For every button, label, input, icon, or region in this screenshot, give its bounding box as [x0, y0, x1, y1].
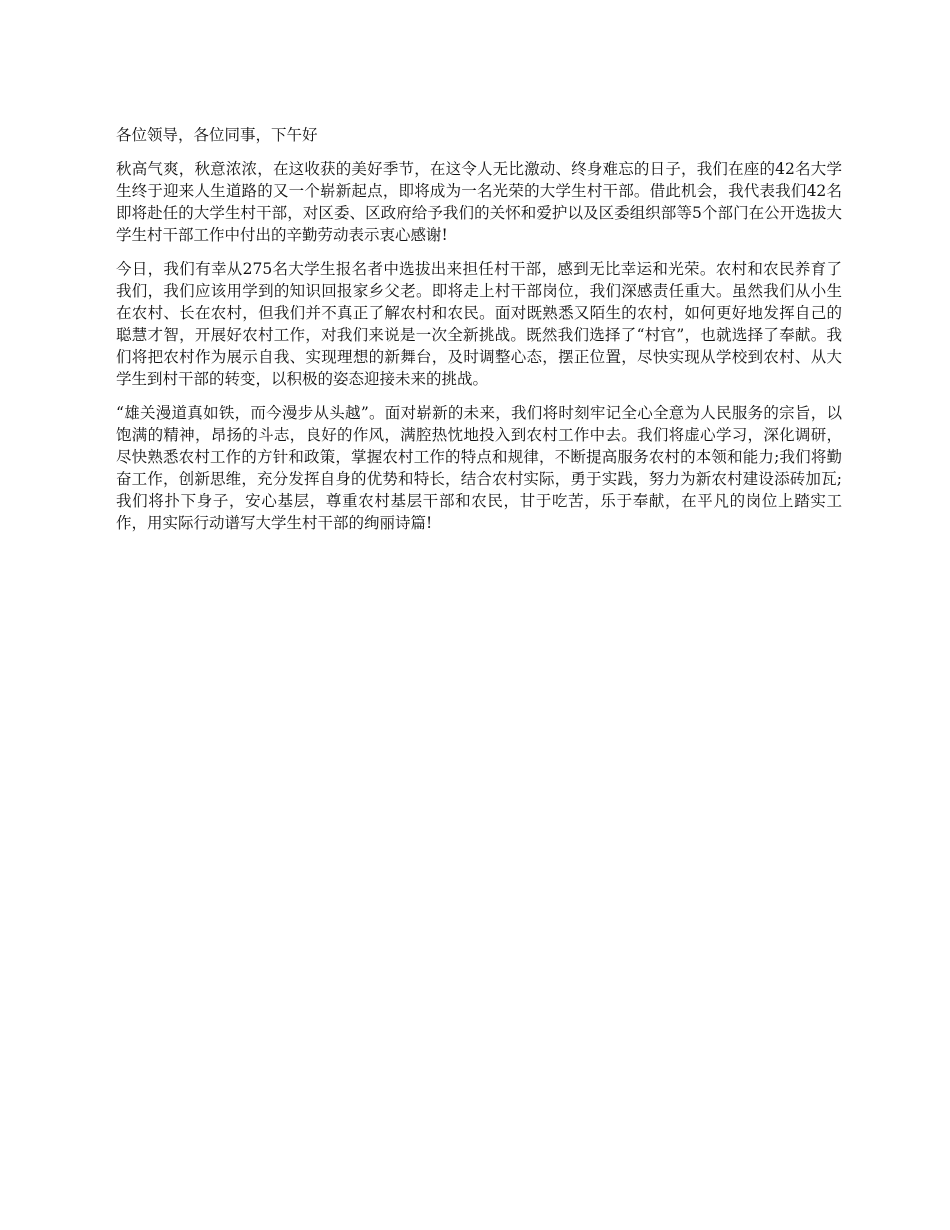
document-body — [116, 124, 842, 546]
paragraph-1: 秋高气爽，秋意浓浓，在这收获的美好季节，在这令人无比激动、终身难忘的日子，我们在座的42名大学生终于迎来人生道路的又一个崭新起点，即将成为一名光荣的大学生村干部。借此机会，我代表我们42名即将赴任的大学生村干部，对区委、区政府给予我们的关怀和爱护以及区委组织部等5个部门在公开选拔大学生村干部工作中付出的辛勤劳动表示衷心感谢! — [116, 160, 842, 244]
paragraph-3: “雄关漫道真如铁，而今漫步从头越”。面对崭新的未来，我们将时刻牢记全心全意为人民服务的宗旨，以饱满的精神，昂扬的斗志，良好的作风，满腔热忱地投入到农村工作中去。我们将虚心学习，深化调研，尽快熟悉农村工作的方针和政策，掌握农村工作的特点和规律，不断提高服务农村的本领和能力;我们将勤奋工作，创新思维，充分发挥自身的优势和特长，结合农村实际，勇于实践，努力为新农村建设添砖加瓦;我们将扑下身子，安心基层，尊重农村基层干部和农民，甘于吃苦，乐于奉献，在平凡的岗位上踏实工作，用实际行动谱写大学生村干部的绚丽诗篇! — [116, 404, 842, 532]
paragraph-2: 今日，我们有幸从275名大学生报名者中选拔出来担任村干部，感到无比幸运和光荣。农村和农民养育了我们，我们应该用学到的知识回报家乡父老。即将走上村干部岗位，我们深感责任重大。虽然我们从小生在农村、长在农村，但我们并不真正了解农村和农民。面对既熟悉又陌生的农村，如何更好地发挥自己的聪慧才智，开展好农村工作，对我们来说是一次全新挑战。既然我们选择了“村官”，也就选择了奉献。我们将把农村作为展示自我、实现理想的新舞台，及时调整心态，摆正位置，尽快实现从学校到农村、从大学生到村干部的转变，以积极的姿态迎接未来的挑战。 — [116, 260, 842, 388]
greeting-line: 各位领导，各位同事，下午好 — [116, 126, 318, 144]
